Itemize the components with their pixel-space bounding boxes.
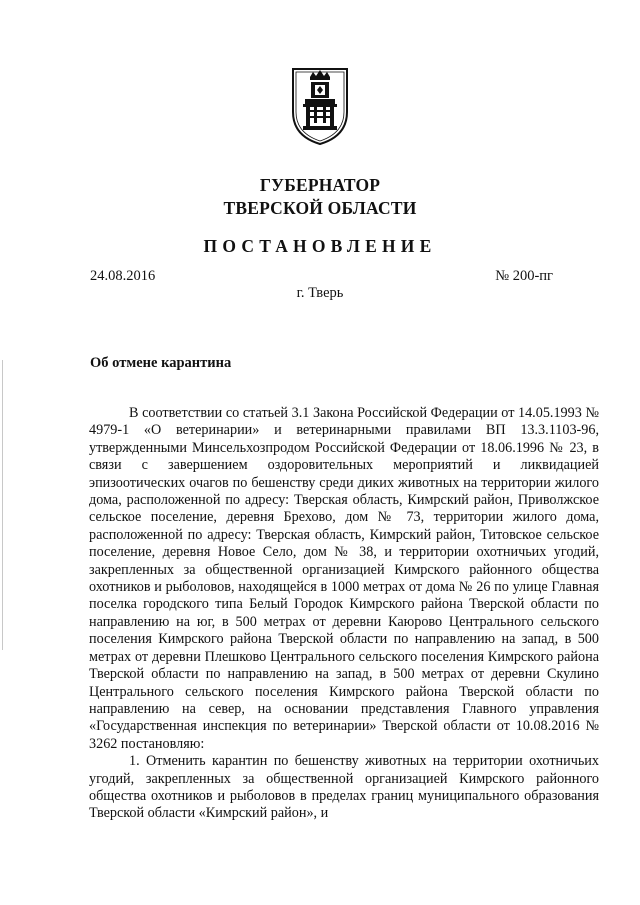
document-subject: Об отмене карантина: [90, 355, 232, 371]
issuer-title: [0, 174, 640, 220]
scan-edge-mark: [2, 360, 3, 650]
document-city: г. Тверь: [296, 285, 344, 301]
issuer-line-1: ГУБЕРНАТОР: [259, 175, 381, 195]
document-body: [89, 405, 599, 823]
document-number: № 200-пг: [495, 268, 553, 284]
issuer-line-2: ТВЕРСКОЙ ОБЛАСТИ: [223, 198, 417, 218]
document-date: 24.08.2016: [90, 268, 156, 284]
body-item-1: 1. Отменить карантин по бешенству животных на территории охотничьих угодий, закрепленных за общественной организацией Кимрского районного общества охотников и рыболовов в пределах границ муниципального образования Тверской области «Кимрский район», и: [89, 753, 599, 822]
tver-coat-of-arms-icon: [289, 66, 351, 146]
document-type: ПОСТАНОВЛЕНИЕ: [203, 236, 437, 256]
body-preamble: В соответствии со статьей 3.1 Закона Российской Федерации от 14.05.1993 № 4979-1 «О ветеринарии» и ветеринарными правилами ВП 13.3.1103-96, утвержденными Минсельхозпродом Российской Федерации от 18.06.1996 № 23, в связи с завершением оздоровительных мероприятий и ликвидацией эпизоотических очагов по бешенству среди диких животных на территории жилого дома, расположенной по адресу: Тверская область, Кимрский район, Приволжское сельское поселение, деревня Брехово, дом № 73, территории жилого дома, расположенной по адресу: Тверская область, Кимрский район, Титовское сельское поселение, деревня Новое Село, дом № 38, и территории охотничьих угодий, закрепленных за общественной организацией Кимрского районного общества охотников и рыболовов, находящейся в 1000 метрах от дома № 26 по улице Главная поселка городского типа Белый Городок Кимрского района Тверской области по направлению на юг, в 500 метрах от деревни Каюрово Центрального сельского поселения Кимрского района Тверской области по направлению на запад, в 500 метрах от деревни Плешково Центрального сельского поселения Кимрского района Тверской области по направлению на запад, в 500 метрах от деревни Скулино Центрального сельского поселения Кимрского района Тверской области по направлению на север, на основании представления Главного управления «Государственная инспекция по ветеринарии» Тверской области от 10.08.2016 № 3262 постановляю:: [89, 405, 599, 752]
